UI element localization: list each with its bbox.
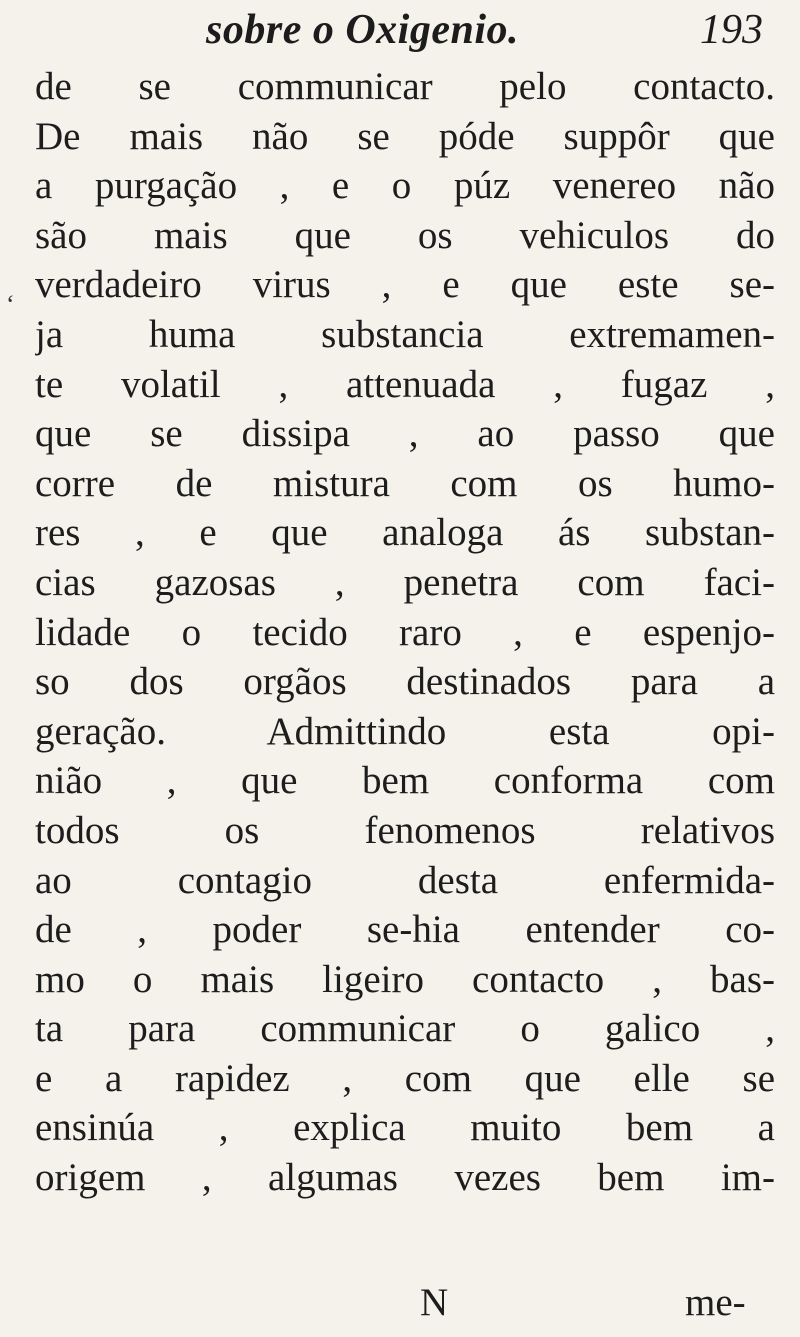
text-line: ao contagio desta enfermida- <box>35 858 775 902</box>
text-line: mo o mais ligeiro contacto , bas- <box>35 957 775 1001</box>
text-line: ensinúa , explica muito bem a <box>35 1106 775 1150</box>
body-text <box>35 62 775 1203</box>
text-line: a purgação , e o púz venereo não <box>35 164 775 208</box>
margin-mark: ‘ <box>6 290 15 319</box>
running-title: sobre o Oxigenio. <box>206 7 519 53</box>
signature-mark: N <box>420 1281 449 1324</box>
text-line: geração. Admittindo esta opi- <box>35 709 775 753</box>
text-line: lidade o tecido raro , e espenjo- <box>35 610 775 654</box>
catchword: me- <box>685 1281 746 1324</box>
text-line: te volatil , attenuada , fugaz , <box>35 362 775 406</box>
text-line: de se communicar pelo contacto. <box>35 65 775 108</box>
text-line: origem , algumas vezes bem im- <box>35 1156 775 1200</box>
text-line: verdadeiro virus , e que este se- <box>35 263 775 307</box>
text-line: cias gazosas , penetra com faci- <box>35 560 775 604</box>
text-line: todos os fenomenos relativos <box>35 808 775 852</box>
text-line: ja huma substancia extremamen- <box>35 312 775 356</box>
text-line: de , poder se-hia entender co- <box>35 908 775 952</box>
text-line: ta para communicar o galico , <box>35 1007 775 1051</box>
text-line: nião , que bem conforma com <box>35 759 775 803</box>
page-footer <box>0 1280 800 1330</box>
text-line: De mais não se póde suppôr que <box>35 114 775 158</box>
page-number: 193 <box>700 7 763 53</box>
text-line: e a rapidez , com que elle se <box>35 1056 775 1100</box>
text-line: corre de mistura com os humo- <box>35 461 775 505</box>
text-line: res , e que analoga ás substan- <box>35 511 775 555</box>
text-line: são mais que os vehiculos do <box>35 213 775 257</box>
text-line: que se dissipa , ao passo que <box>35 412 775 456</box>
text-line: so dos orgãos destinados para a <box>35 660 775 704</box>
page-header <box>0 0 800 60</box>
